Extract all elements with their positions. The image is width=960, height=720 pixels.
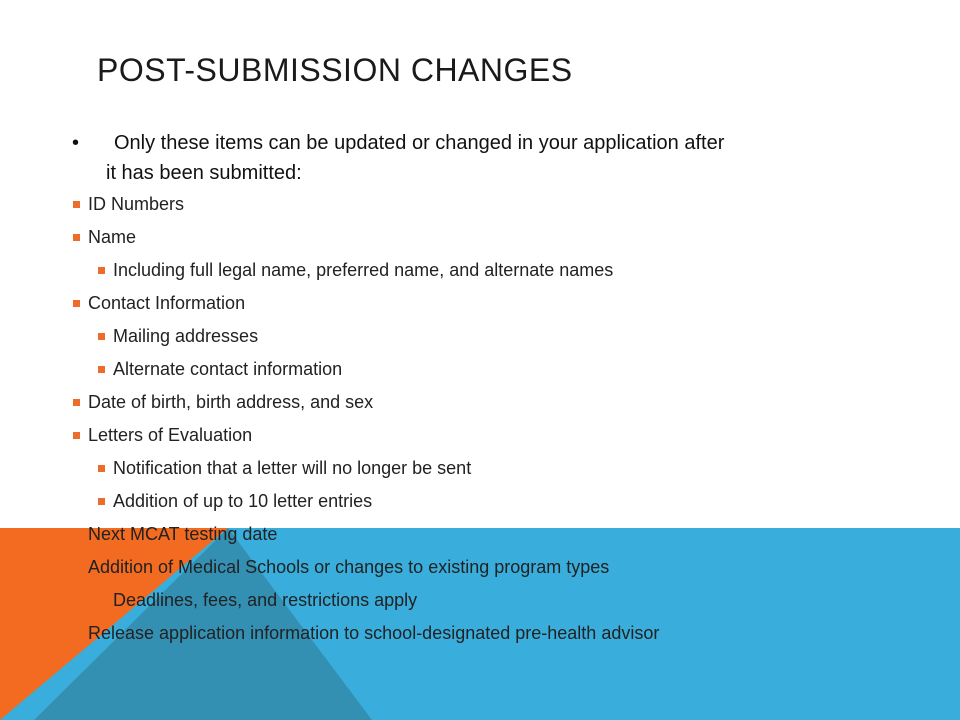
list-item <box>72 260 912 293</box>
slide-title: POST-SUBMISSION CHANGES <box>97 52 573 88</box>
list-item <box>72 392 912 425</box>
square-bullet-icon <box>73 300 80 307</box>
square-bullet-icon <box>73 201 80 208</box>
list-item <box>72 326 912 359</box>
square-bullet-icon <box>98 498 105 505</box>
list-item-text: Release application information to school-designated pre-health advisor <box>88 623 660 643</box>
list-item-text: Including full legal name, preferred name, and alternate names <box>113 260 614 280</box>
list-item-text: Next MCAT testing date <box>88 524 278 544</box>
square-bullet-icon <box>98 366 105 373</box>
list-item-text: Alternate contact information <box>113 359 343 379</box>
intro-text <box>106 128 896 188</box>
square-bullet-icon <box>98 465 105 472</box>
list-item <box>72 557 912 590</box>
list-item-text: Date of birth, birth address, and sex <box>88 392 374 412</box>
bullet-dot: • <box>72 132 80 154</box>
list-item-text: Addition of Medical Schools or changes to existing program types <box>88 557 610 577</box>
list-item <box>72 623 912 656</box>
intro-line-2: it has been submitted: <box>106 162 302 184</box>
square-bullet-icon <box>73 432 80 439</box>
list-item <box>72 227 912 260</box>
list-item-text: ID Numbers <box>88 194 185 214</box>
list-item <box>72 194 912 227</box>
list-item <box>72 359 912 392</box>
list-item-text: Contact Information <box>88 293 246 313</box>
list-item-text: Notification that a letter will no longer be sent <box>113 458 472 478</box>
square-bullet-icon <box>98 267 105 274</box>
list-item <box>72 590 912 623</box>
list-item <box>72 458 912 491</box>
list-item <box>72 491 912 524</box>
square-bullet-icon <box>98 333 105 340</box>
list-item-text: Mailing addresses <box>113 326 259 346</box>
intro-bullet-item <box>72 128 912 188</box>
list-item-text: Deadlines, fees, and restrictions apply <box>113 590 418 610</box>
change-items-list <box>72 194 912 656</box>
slide-content <box>72 128 912 656</box>
list-item-text: Name <box>88 227 137 247</box>
list-item <box>72 293 912 326</box>
intro-line-1: Only these items can be updated or changed in your application after <box>114 132 725 154</box>
square-bullet-icon <box>73 399 80 406</box>
list-item <box>72 524 912 557</box>
list-item-text: Addition of up to 10 letter entries <box>113 491 373 511</box>
square-bullet-icon <box>73 234 80 241</box>
list-item-text: Letters of Evaluation <box>88 425 253 445</box>
list-item <box>72 425 912 458</box>
